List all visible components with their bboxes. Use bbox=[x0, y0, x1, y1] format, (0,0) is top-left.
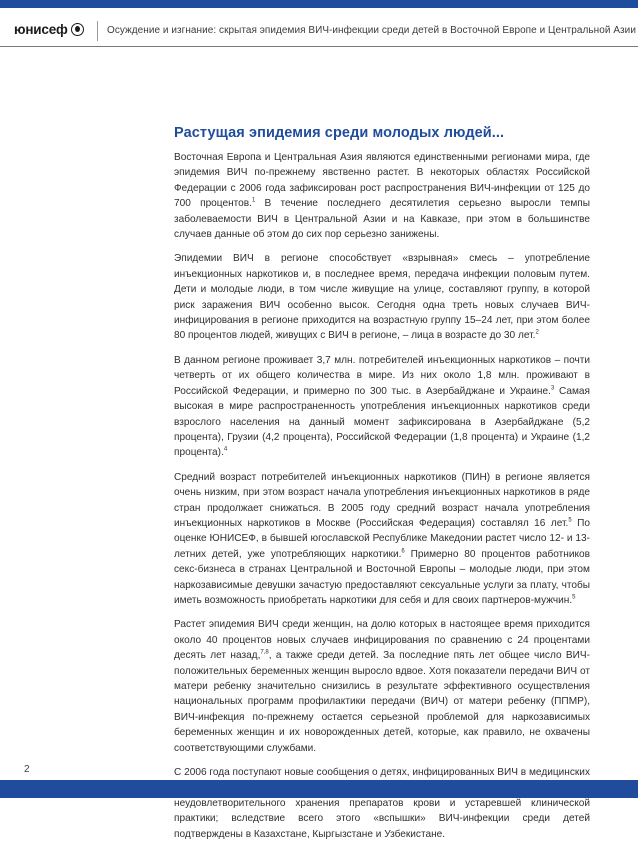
unicef-globe-icon bbox=[71, 23, 84, 36]
article-body bbox=[174, 125, 590, 851]
footnote-ref-5: 5 bbox=[568, 517, 572, 524]
unicef-logo bbox=[14, 22, 84, 37]
paragraph-4-text-a: Средний возраст потребителей инъекционных наркотиков (ПИН) в регионе является очень низким, при этом возраст начала употребления инъекционных наркотиков в ряде стран продолжает снижаться. В 2005 году средний возраст начала употребления инъекционных наркотиков в Москве (Российская Федерация) составлял 16 лет. bbox=[174, 471, 590, 529]
header-divider bbox=[97, 21, 98, 41]
paragraph-1 bbox=[174, 150, 590, 242]
page-number: 2 bbox=[24, 764, 30, 775]
footnote-ref-3: 3 bbox=[550, 385, 555, 392]
footnote-ref-1: 1 bbox=[251, 197, 256, 204]
paragraph-3-text-b: Самая высокая в мире распространенность употребления инъекционных наркотиков среди взрослого населения на данный момент зафиксирована в Азербайджане (5,2 процента), Грузии (4,2 процента), Российской Федерации (1,8 процента) и Украине (1,2 процента). bbox=[174, 385, 591, 459]
bottom-color-bar bbox=[0, 780, 638, 798]
logo-text: юнисеф bbox=[14, 22, 68, 37]
footnote-ref-5b: 5 bbox=[572, 594, 576, 601]
paragraph-4-text-b: По оценке ЮНИСЕФ, в бывшей югославской Республике Македонии растет число 12- и 13-летних детей, уже употребляющих наркотики. bbox=[174, 517, 590, 560]
paragraph-5 bbox=[174, 617, 590, 756]
page-header bbox=[0, 8, 638, 46]
footnote-ref-6: 6 bbox=[401, 548, 405, 555]
top-color-bar bbox=[0, 0, 638, 8]
paragraph-3-text-a: В данном регионе проживает 3,7 млн. потребителей инъекционных наркотиков – почти четверть от их общего количества в мире. Из них около 1,8 млн. проживают в Российской Федерации, и примерно по 300 тыс. в Азербайджане и Украине. bbox=[174, 354, 590, 397]
paragraph-3 bbox=[174, 353, 590, 461]
header-rule bbox=[0, 46, 638, 47]
paragraph-5-text-b: , а также среди детей. За последние пять лет общее число ВИЧ-положительных беременных женщин выросло вдвое. Хотя показатели передачи ВИЧ от матери ребенку значительно снизились в результате эффективного осуществления национальных программ профилактики передачи (ВИЧ) от матери ребенку (ППМР), ВИЧ-инфекция по-прежнему остается серьезной проблемой для наркозависимых беременных женщин и их новорожденных детей, которые, как правило, не охвачены соответствующими службами. bbox=[174, 650, 591, 754]
document-title: Осуждение и изгнание: скрытая эпидемия ВИЧ-инфекции среди детей в Восточной Европе и Центральной Азии bbox=[107, 25, 636, 36]
paragraph-4 bbox=[174, 470, 590, 609]
footnote-ref-7-8: 7,8 bbox=[260, 649, 269, 656]
footnote-ref-2: 2 bbox=[535, 330, 539, 337]
section-heading: Растущая эпидемия среди молодых людей... bbox=[174, 125, 505, 141]
paragraph-1-text-a: Восточная Европа и Центральная Азия являются единственными регионами мира, где эпидемия ВИЧ по-прежнему явственно растет. В некоторых областях Российской Федерации с 2006 года зафиксирован рост распространения ВИЧ-инфекции от 125 до 700 процентов. bbox=[174, 152, 590, 210]
footnote-ref-4: 4 bbox=[223, 446, 228, 453]
paragraph-4-text-c: Примерно 80 процентов работников секс-бизнеса в странах Центральной и Восточной Европы – молодые люди, при этом наркозависимые девушки зачастую предоставляют сексуальные услуги за плату, чтобы иметь возможность приобретать наркотики для себя и для своих партнеров-мужчин. bbox=[174, 548, 590, 606]
paragraph-5-text-a: Растет эпидемия ВИЧ среди женщин, на долю которых в настоящее время приходится около 40 процентов новых случаев инфицирования по сравнению с 24 процентами десять лет назад, bbox=[174, 619, 590, 662]
paragraph-1-text-b: В течение последнего десятилетия серьезно выросли темпы заболеваемости ВИЧ в Центральной Азии и на Кавказе, при этом в большинстве случаев данные об этом до сих пор серьезно занижены. bbox=[174, 198, 591, 241]
paragraph-2-text: Эпидемии ВИЧ в регионе способствует «взрывная» смесь – употребление инъекционных наркотиков и, в последнее время, передача инфекции половым путем. Дети и молодые люди, в том числе живущие на улице, составляют группу, в которой риск заражения ВИЧ особенно высок. Сегодня одна треть новых случаев ВИЧ-инфицирования в регионе приходится на возрастную группу 15–24 лет, при этом более 80 процентов людей, живущих с ВИЧ в регионе, – лица в возрасте до 30 лет. bbox=[174, 253, 590, 342]
paragraph-2 bbox=[174, 251, 590, 343]
paragraph-6: С 2006 года поступают новые сообщения о детях, инфицированных ВИЧ в медицинских неудовлетворительного хранения препаратов крови и устаревшей клинической практики; вследствие всего этого «вспышки» ВИЧ-инфекции среди детей подтверждены в Казахстане, Кыргызстане и Узбекистане. bbox=[174, 767, 590, 840]
